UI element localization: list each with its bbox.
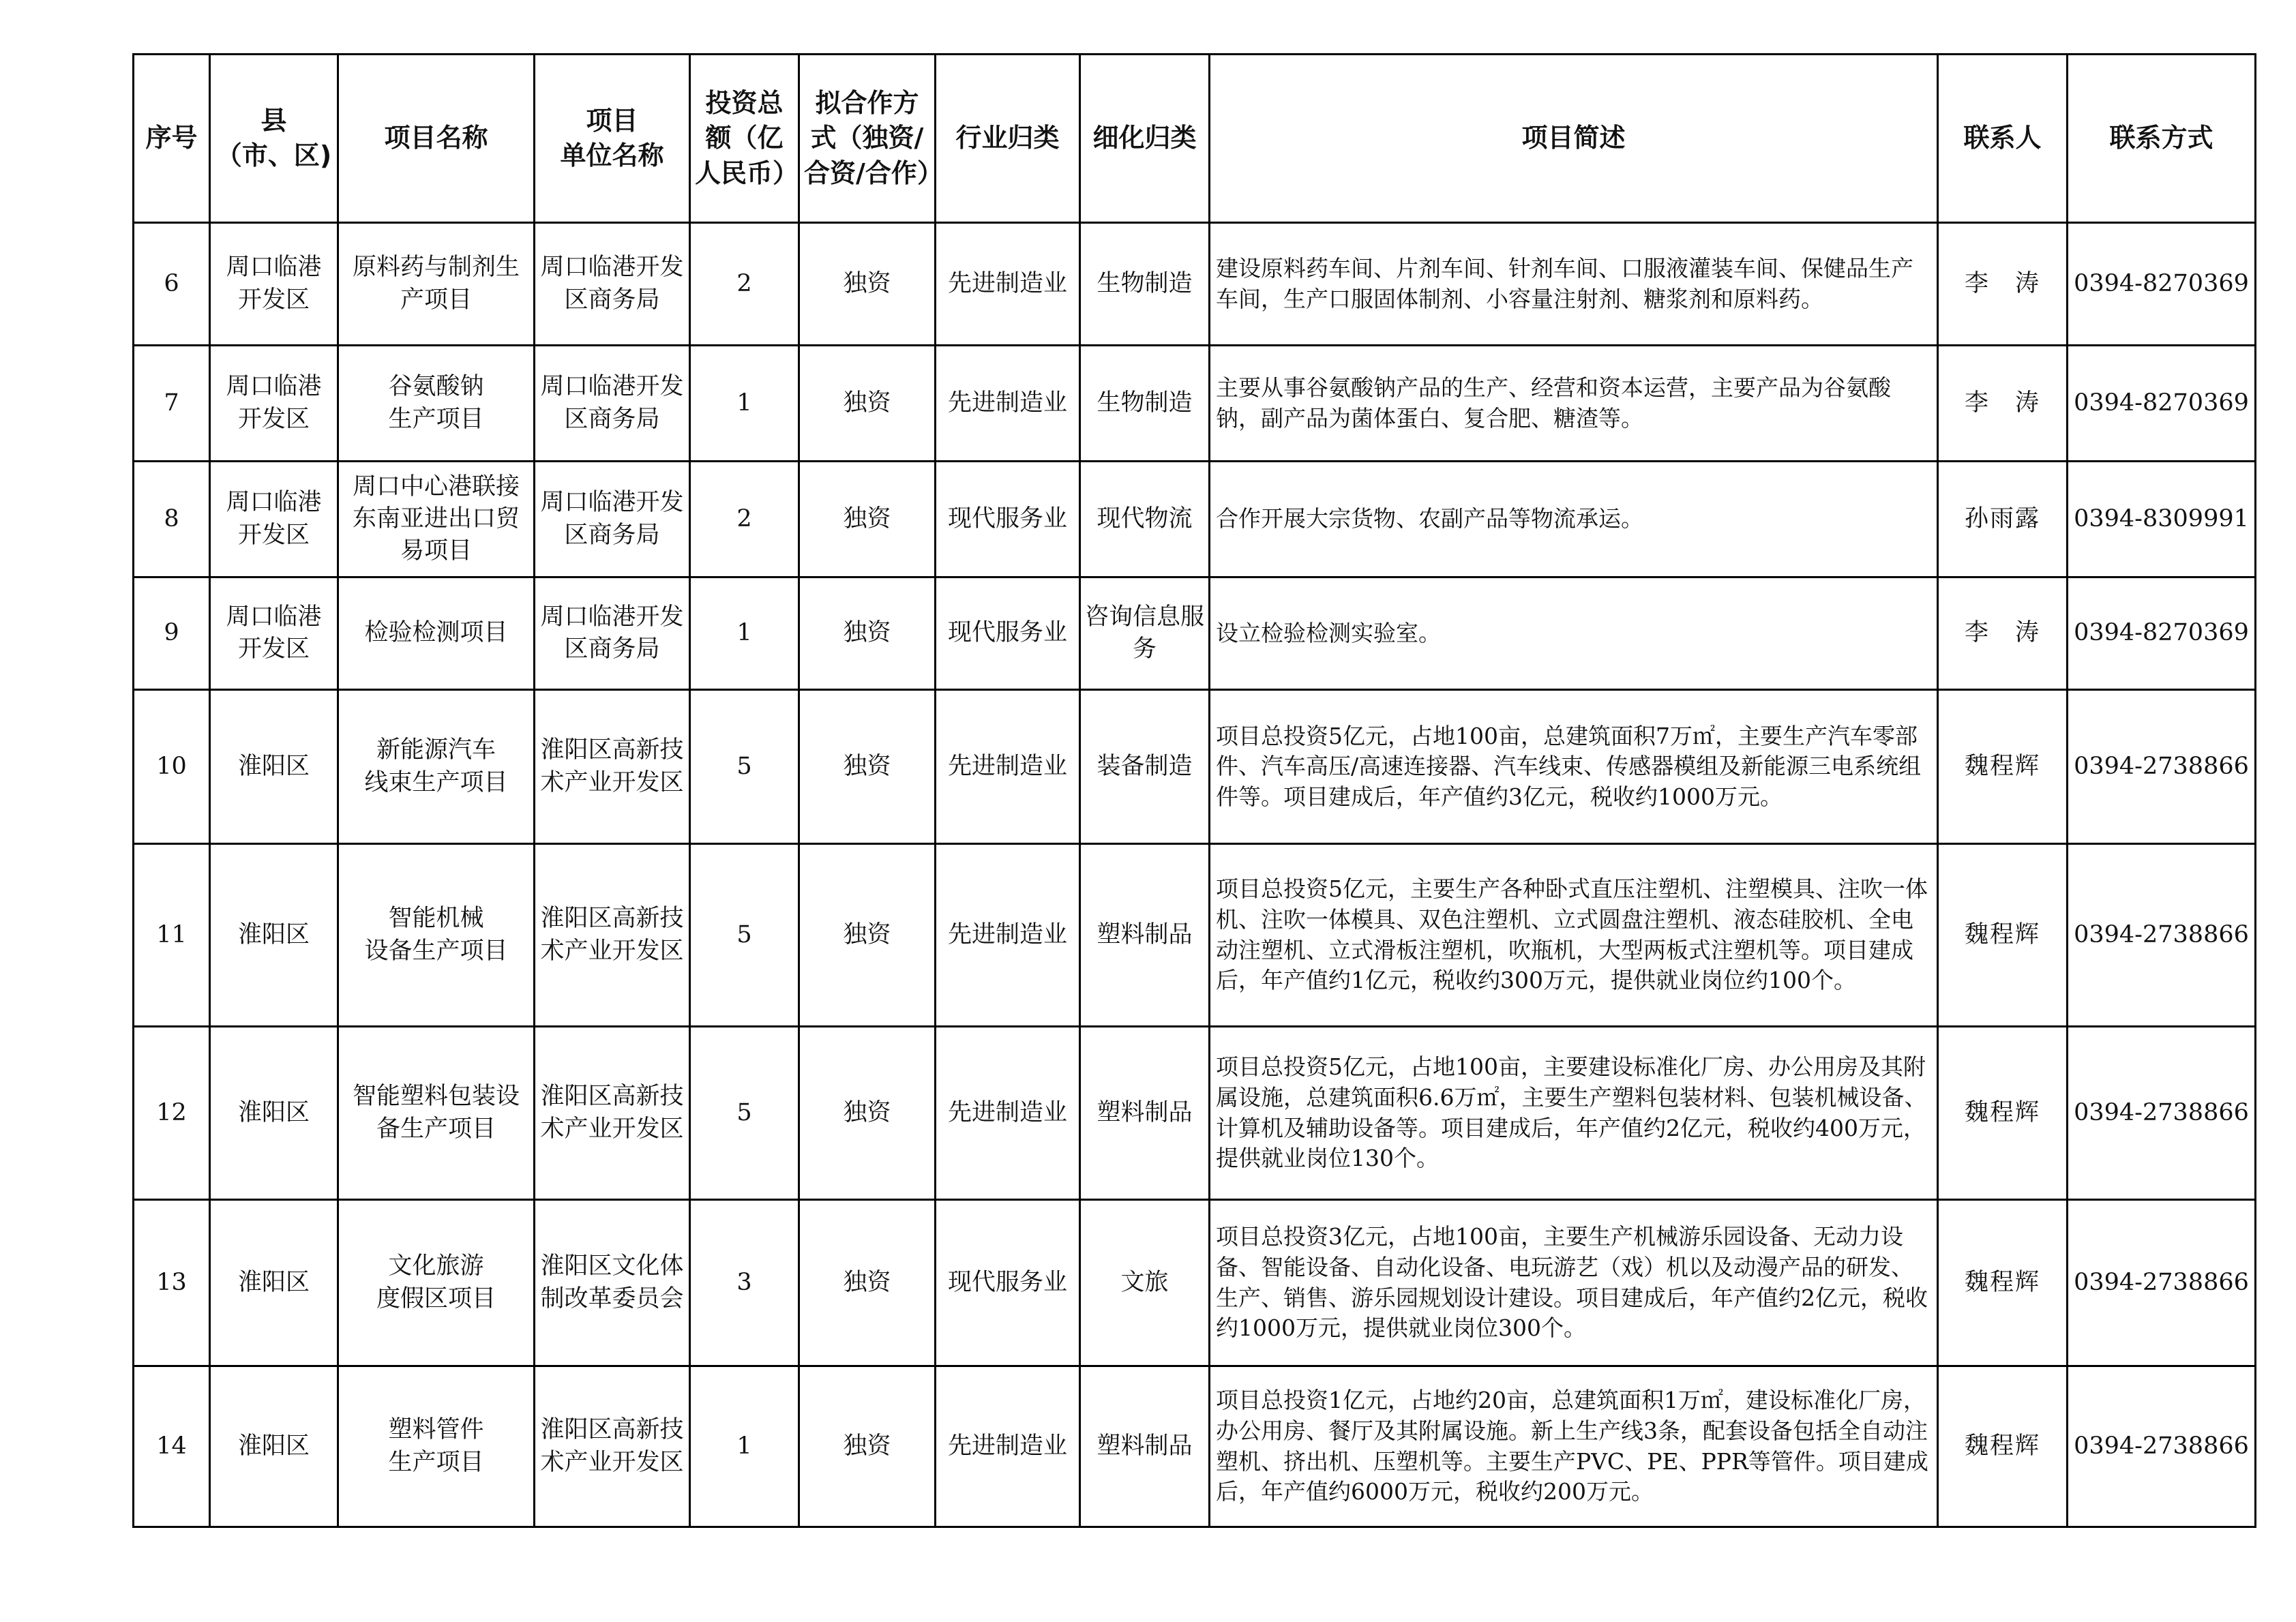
cell-serial: 14 (134, 1366, 210, 1527)
cell-phone: 0394-8270369 (2068, 346, 2256, 462)
cell-county: 淮阳区 (210, 1027, 338, 1200)
cell-sub-category: 文旅 (1080, 1200, 1210, 1366)
cell-industry: 先进制造业 (936, 844, 1080, 1027)
cell-contact: 魏程辉 (1938, 844, 2068, 1027)
header-unit-name: 项目 单位名称 (535, 55, 690, 223)
cell-contact: 魏程辉 (1938, 690, 2068, 844)
cell-sub-category: 装备制造 (1080, 690, 1210, 844)
cell-investment: 2 (690, 462, 799, 577)
cell-project-name: 原料药与制剂生产项目 (338, 223, 535, 346)
cell-industry: 先进制造业 (936, 690, 1080, 844)
cell-county: 周口临港开发区 (210, 577, 338, 690)
cell-project-name: 智能塑料包装设备生产项目 (338, 1027, 535, 1200)
header-phone: 联系方式 (2068, 55, 2256, 223)
cell-investment: 1 (690, 577, 799, 690)
cell-cooperation-mode: 独资 (799, 346, 936, 462)
cell-sub-category: 生物制造 (1080, 346, 1210, 462)
cell-unit-name: 淮阳区文化体制改革委员会 (535, 1200, 690, 1366)
cell-project-name: 塑料管件 生产项目 (338, 1366, 535, 1527)
table-row (134, 844, 2256, 1027)
cell-project-name: 新能源汽车 线束生产项目 (338, 690, 535, 844)
cell-phone: 0394-2738866 (2068, 1027, 2256, 1200)
cell-serial: 11 (134, 844, 210, 1027)
table-body (134, 223, 2256, 1527)
cell-sub-category: 生物制造 (1080, 223, 1210, 346)
cell-contact: 魏程辉 (1938, 1200, 2068, 1366)
table-row (134, 577, 2256, 690)
cell-contact: 魏程辉 (1938, 1027, 2068, 1200)
cell-industry: 先进制造业 (936, 1366, 1080, 1527)
cell-phone: 0394-8270369 (2068, 577, 2256, 690)
cell-unit-name: 淮阳区高新技术产业开发区 (535, 1366, 690, 1527)
header-description: 项目简述 (1210, 55, 1938, 223)
cell-serial: 10 (134, 690, 210, 844)
cell-unit-name: 淮阳区高新技术产业开发区 (535, 1027, 690, 1200)
cell-project-name: 智能机械 设备生产项目 (338, 844, 535, 1027)
cell-cooperation-mode: 独资 (799, 462, 936, 577)
cell-county: 淮阳区 (210, 1200, 338, 1366)
cell-phone: 0394-2738866 (2068, 844, 2256, 1027)
cell-sub-category: 现代物流 (1080, 462, 1210, 577)
header-cooperation-mode: 拟合作方式（独资/合资/合作） (799, 55, 936, 223)
cell-unit-name: 淮阳区高新技术产业开发区 (535, 844, 690, 1027)
cell-investment: 2 (690, 223, 799, 346)
cell-industry: 现代服务业 (936, 1200, 1080, 1366)
cell-county: 淮阳区 (210, 690, 338, 844)
cell-county: 周口临港开发区 (210, 223, 338, 346)
cell-county: 淮阳区 (210, 1366, 338, 1527)
cell-project-name: 周口中心港联接东南亚进出口贸易项目 (338, 462, 535, 577)
table-row (134, 690, 2256, 844)
cell-unit-name: 周口临港开发区商务局 (535, 346, 690, 462)
table-row (134, 346, 2256, 462)
cell-serial: 7 (134, 346, 210, 462)
cell-unit-name: 周口临港开发区商务局 (535, 223, 690, 346)
cell-phone: 0394-2738866 (2068, 1200, 2256, 1366)
cell-project-name: 检验检测项目 (338, 577, 535, 690)
table-row (134, 1027, 2256, 1200)
cell-cooperation-mode: 独资 (799, 1027, 936, 1200)
cell-industry: 先进制造业 (936, 1027, 1080, 1200)
cell-cooperation-mode: 独资 (799, 223, 936, 346)
cell-county: 周口临港开发区 (210, 462, 338, 577)
cell-unit-name: 周口临港开发区商务局 (535, 577, 690, 690)
cell-contact: 李 涛 (1938, 577, 2068, 690)
table-header (134, 55, 2256, 223)
cell-sub-category: 塑料制品 (1080, 844, 1210, 1027)
header-row (134, 55, 2256, 223)
cell-county: 周口临港开发区 (210, 346, 338, 462)
cell-serial: 13 (134, 1200, 210, 1366)
cell-investment: 5 (690, 844, 799, 1027)
cell-cooperation-mode: 独资 (799, 1366, 936, 1527)
cell-contact: 李 涛 (1938, 346, 2068, 462)
cell-investment: 5 (690, 690, 799, 844)
cell-cooperation-mode: 独资 (799, 844, 936, 1027)
cell-description: 项目总投资5亿元，主要生产各种卧式直压注塑机、注塑模具、注吹一体机、注吹一体模具、双色注塑机、立式圆盘注塑机、液态硅胶机、全电动注塑机、立式滑板注塑机，吹瓶机，大型两板式注塑机等。项目建成后，年产值约1亿元，税收约300万元，提供就业岗位约100个。 (1210, 844, 1938, 1027)
header-sub-category: 细化归类 (1080, 55, 1210, 223)
cell-contact: 李 涛 (1938, 223, 2068, 346)
cell-description: 项目总投资3亿元，占地100亩，主要生产机械游乐园设备、无动力设备、智能设备、自动化设备、电玩游艺（戏）机以及动漫产品的研发、生产、销售、游乐园规划设计建设。项目建成后，年产值约2亿元，税收约1000万元，提供就业岗位300个。 (1210, 1200, 1938, 1366)
cell-industry: 先进制造业 (936, 223, 1080, 346)
cell-sub-category: 塑料制品 (1080, 1366, 1210, 1527)
cell-description: 合作开展大宗货物、农副产品等物流承运。 (1210, 462, 1938, 577)
cell-description: 建设原料药车间、片剂车间、针剂车间、口服液灌装车间、保健品生产车间，生产口服固体制剂、小容量注射剂、糖浆剂和原料药。 (1210, 223, 1938, 346)
cell-phone: 0394-2738866 (2068, 690, 2256, 844)
cell-industry: 现代服务业 (936, 462, 1080, 577)
cell-description: 主要从事谷氨酸钠产品的生产、经营和资本运营，主要产品为谷氨酸钠，副产品为菌体蛋白、复合肥、糖渣等。 (1210, 346, 1938, 462)
cell-unit-name: 淮阳区高新技术产业开发区 (535, 690, 690, 844)
header-investment: 投资总额（亿人民币） (690, 55, 799, 223)
cell-cooperation-mode: 独资 (799, 690, 936, 844)
cell-sub-category: 咨询信息服务 (1080, 577, 1210, 690)
cell-project-name: 文化旅游 度假区项目 (338, 1200, 535, 1366)
header-project-name: 项目名称 (338, 55, 535, 223)
cell-industry: 先进制造业 (936, 346, 1080, 462)
cell-serial: 6 (134, 223, 210, 346)
header-industry: 行业归类 (936, 55, 1080, 223)
cell-phone: 0394-2738866 (2068, 1366, 2256, 1527)
table-row (134, 462, 2256, 577)
cell-industry: 现代服务业 (936, 577, 1080, 690)
project-table (132, 53, 2256, 1528)
header-serial: 序号 (134, 55, 210, 223)
cell-serial: 8 (134, 462, 210, 577)
cell-description: 设立检验检测实验室。 (1210, 577, 1938, 690)
cell-description: 项目总投资5亿元，占地100亩，总建筑面积7万㎡，主要生产汽车零部件、汽车高压/高速连接器、汽车线束、传感器模组及新能源三电系统组件等。项目建成后，年产值约3亿元，税收约1000万元。 (1210, 690, 1938, 844)
cell-project-name: 谷氨酸钠 生产项目 (338, 346, 535, 462)
cell-description: 项目总投资1亿元，占地约20亩，总建筑面积1万㎡，建设标准化厂房，办公用房、餐厅及其附属设施。新上生产线3条，配套设备包括全自动注塑机、挤出机、压塑机等。主要生产PVC、PE、PPR等管件。项目建成后，年产值约6000万元，税收约200万元。 (1210, 1366, 1938, 1527)
cell-description: 项目总投资5亿元，占地100亩，主要建设标准化厂房、办公用房及其附属设施，总建筑面积6.6万㎡，主要生产塑料包装材料、包装机械设备、计算机及辅助设备等。项目建成后，年产值约2亿元，税收约400万元，提供就业岗位130个。 (1210, 1027, 1938, 1200)
header-county: 县 （市、区) (210, 55, 338, 223)
cell-contact: 孙雨露 (1938, 462, 2068, 577)
cell-investment: 1 (690, 346, 799, 462)
header-contact: 联系人 (1938, 55, 2068, 223)
table-row (134, 1200, 2256, 1366)
table-row (134, 223, 2256, 346)
cell-contact: 魏程辉 (1938, 1366, 2068, 1527)
table-row (134, 1366, 2256, 1527)
cell-phone: 0394-8270369 (2068, 223, 2256, 346)
cell-unit-name: 周口临港开发区商务局 (535, 462, 690, 577)
cell-investment: 3 (690, 1200, 799, 1366)
cell-serial: 12 (134, 1027, 210, 1200)
cell-cooperation-mode: 独资 (799, 1200, 936, 1366)
cell-phone: 0394-8309991 (2068, 462, 2256, 577)
cell-serial: 9 (134, 577, 210, 690)
cell-cooperation-mode: 独资 (799, 577, 936, 690)
cell-investment: 1 (690, 1366, 799, 1527)
cell-sub-category: 塑料制品 (1080, 1027, 1210, 1200)
cell-investment: 5 (690, 1027, 799, 1200)
cell-county: 淮阳区 (210, 844, 338, 1027)
